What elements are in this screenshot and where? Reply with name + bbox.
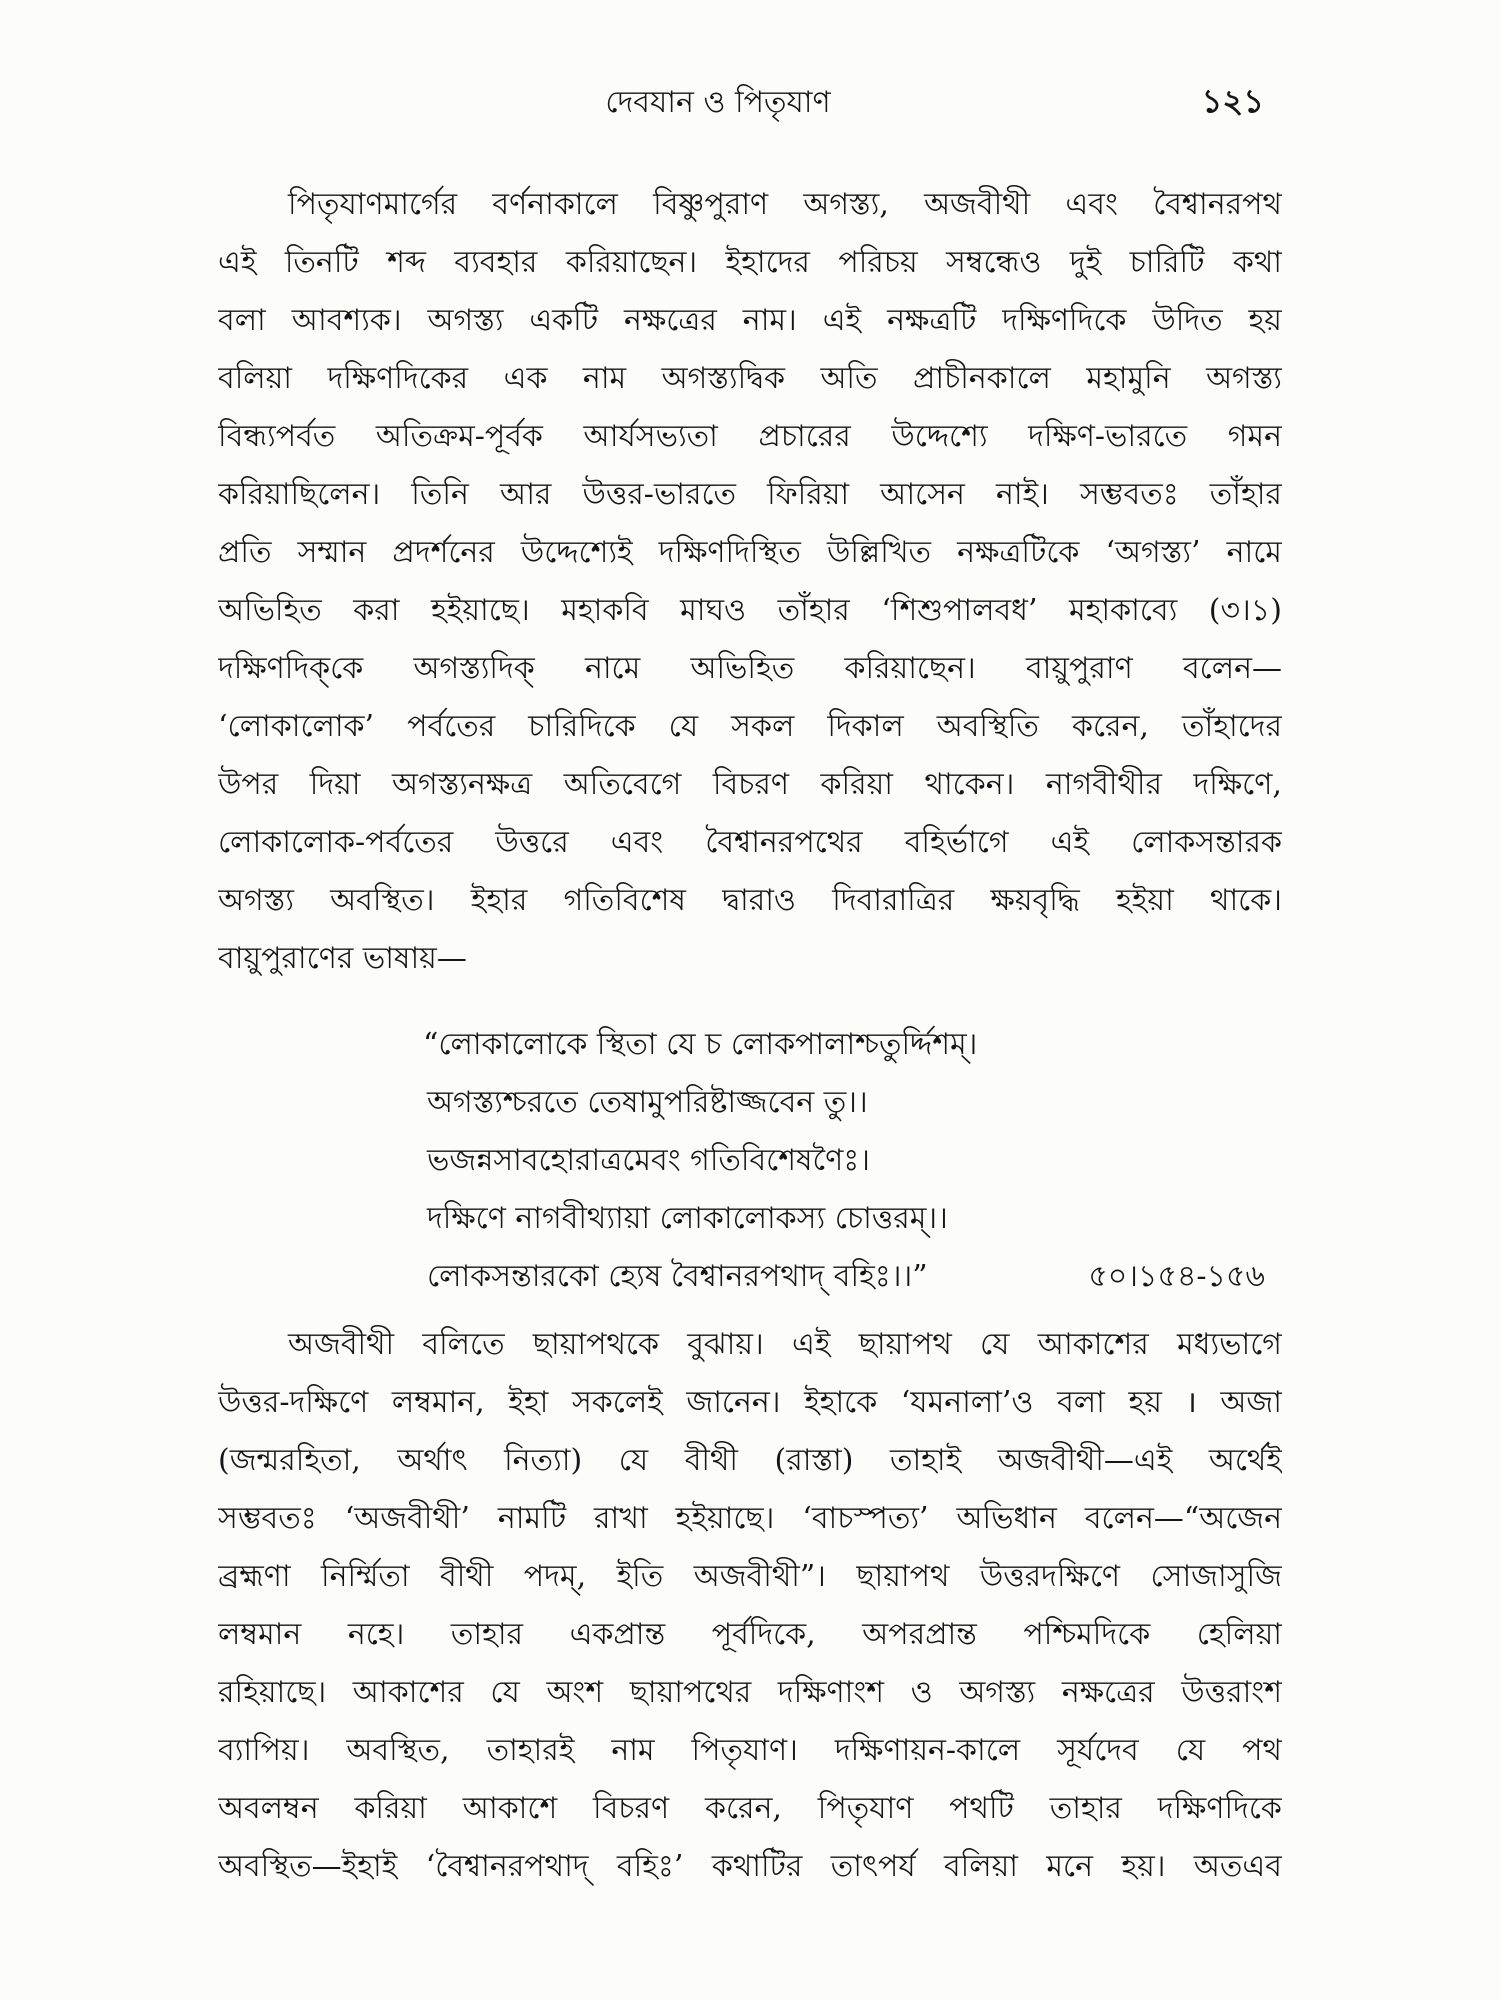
text-line: লোকালোক-পর্বতের উত্তরে এবং বৈশ্বানরপথের বহির্ভাগে এই লোকসন্তারক <box>218 825 1282 860</box>
verse-line: লোকসন্তারকো হ্যেষ বৈশ্বানরপথাদ্ বহিঃ।।” <box>427 1259 928 1294</box>
paragraph-1 <box>218 176 1282 988</box>
text-line: বিন্ধ্যপর্বত অতিক্রম-পূর্বক আর্যসভ্যতা প্রচারের উদ্দেশ্যে দক্ষিণ-ভারতে গমন <box>218 419 1282 454</box>
text-line: সম্ভবতঃ ‘অজবীথী’ নামটি রাখা হইয়াছে। ‘বাচস্পত্য’ অভিধান বলেন—“অজেন <box>218 1501 1282 1536</box>
text-line: ব্যাপিয়। অবস্থিত, তাহারই নাম পিতৃযাণ। দক্ষিণায়ন-কালে সূর্যদেব যে পথ <box>218 1733 1282 1768</box>
verse-last-line <box>423 1248 1265 1306</box>
running-header-title: দেবযান ও পিতৃযাণ <box>605 85 831 120</box>
text-line: দক্ষিণদিক্‌কে অগস্ত্যদিক্ নামে অভিহিত করিয়াছেন। বায়ুপুরাণ বলেন— <box>218 651 1282 686</box>
text-line: প্রতি সম্মান প্রদর্শনের উদ্দেশ্যেই দক্ষিণদিস্থিত উল্লিখিত নক্ষত্রটিকে ‘অগস্ত্য’ নামে <box>218 535 1282 570</box>
text-line: ব্রহ্মণা নির্ম্মিতা বীথী পদম্, ইতি অজবীথী”। ছায়াপথ উত্তরদক্ষিণে সোজাসুজি <box>218 1559 1282 1594</box>
text-line: বলিয়া দক্ষিণদিকের এক নাম অগস্ত্যদ্বিক অতি প্রাচীনকালে মহামুনি অগস্ত্য <box>218 361 1282 396</box>
verse-reference: ৫০।১৫৪-১৫৬ <box>1088 1259 1265 1294</box>
text-line: বলা আবশ্যক। অগস্ত্য একটি নক্ষত্রের নাম। এই নক্ষত্রটি দক্ষিণদিকে উদিত হয় <box>218 303 1282 338</box>
text-line: উপর দিয়া অগস্ত্যনক্ষত্র অতিবেগে বিচরণ করিয়া থাকেন। নাগবীথীর দক্ষিণে, <box>218 767 1282 802</box>
text-line: লম্বমান নহে। তাহার একপ্রান্ত পূর্বদিকে, অপরপ্রান্ত পশ্চিমদিকে হেলিয়া <box>218 1617 1282 1652</box>
verse-quotation <box>423 1016 1265 1306</box>
text-line: অবস্থিত—ইহাই ‘বৈশ্বানরপথাদ্ বহিঃ’ কথাটির তাৎপর্য বলিয়া মনে হয়। অতএব <box>218 1849 1282 1884</box>
verse-line: অগস্ত্যশ্চরতে তেষামুপরিষ্টাজ্জবেন তু।। <box>427 1085 868 1120</box>
text-line: রহিয়াছে। আকাশের যে অংশ ছায়াপথের দক্ষিণাংশ ও অগস্ত্য নক্ষত্রের উত্তরাংশ <box>218 1675 1282 1710</box>
text-line: অভিহিত করা হইয়াছে। মহাকবি মাঘও তাঁহার ‘শিশুপালবধ’ মহাকাব্যে (৩।১) <box>218 593 1282 628</box>
verse-line: দক্ষিণে নাগবীথ্যায়া লোকালোকস্য চোত্তরম্।। <box>427 1201 948 1236</box>
text-line: অগস্ত্য অবস্থিত। ইহার গতিবিশেষ দ্বারাও দিবারাত্রির ক্ষয়বৃদ্ধি হইয়া থাকে। <box>218 883 1282 918</box>
text-line: এই তিনটি শব্দ ব্যবহার করিয়াছেন। ইহাদের পরিচয় সম্বন্ধেও দুই চারিটি কথা <box>218 245 1282 280</box>
text-line: বায়ুপুরাণের ভাষায়— <box>218 941 467 976</box>
paragraph-2 <box>218 1316 1282 1896</box>
text-line: করিয়াছিলেন। তিনি আর উত্তর-ভারতে ফিরিয়া আসেন নাই। সম্ভবতঃ তাঁহার <box>218 477 1282 512</box>
text-line: অজবীথী বলিতে ছায়াপথকে বুঝায়। এই ছায়াপথ যে আকাশের মধ্যভাগে <box>288 1327 1282 1362</box>
text-line: পিতৃযাণমার্গের বর্ণনাকালে বিষ্ণুপুরাণ অগস্ত্য, অজবীথী এবং বৈশ্বানরপথ <box>288 187 1282 222</box>
text-line: ‘লোকালোক’ পর্বতের চারিদিকে যে সকল দিকাল অবস্থিতি করেন, তাঁহাদের <box>218 709 1282 744</box>
text-line: (জন্মরহিতা, অর্থাৎ নিত্যা) যে বীথী (রাস্তা) তাহাই অজবীথী—এই অর্থেই <box>218 1443 1282 1478</box>
text-line: অবলম্বন করিয়া আকাশে বিচরণ করেন, পিতৃযাণ পথটি তাহার দক্ষিণদিকে <box>218 1791 1282 1826</box>
verse-line: “লোকালোকে স্থিতা যে চ লোকপালাশ্চতুর্দ্দিশম্। <box>423 1027 978 1062</box>
verse-line: ভজন্নসাবহোরাত্রমেবং গতিবিশেষণৈঃ। <box>427 1143 870 1178</box>
text-line: উত্তর-দক্ষিণে লম্বমান, ইহা সকলেই জানেন। ইহাকে ‘যমনালা’ও বলা হয় । অজা <box>218 1385 1282 1420</box>
page-number: ১২১ <box>1201 82 1264 120</box>
